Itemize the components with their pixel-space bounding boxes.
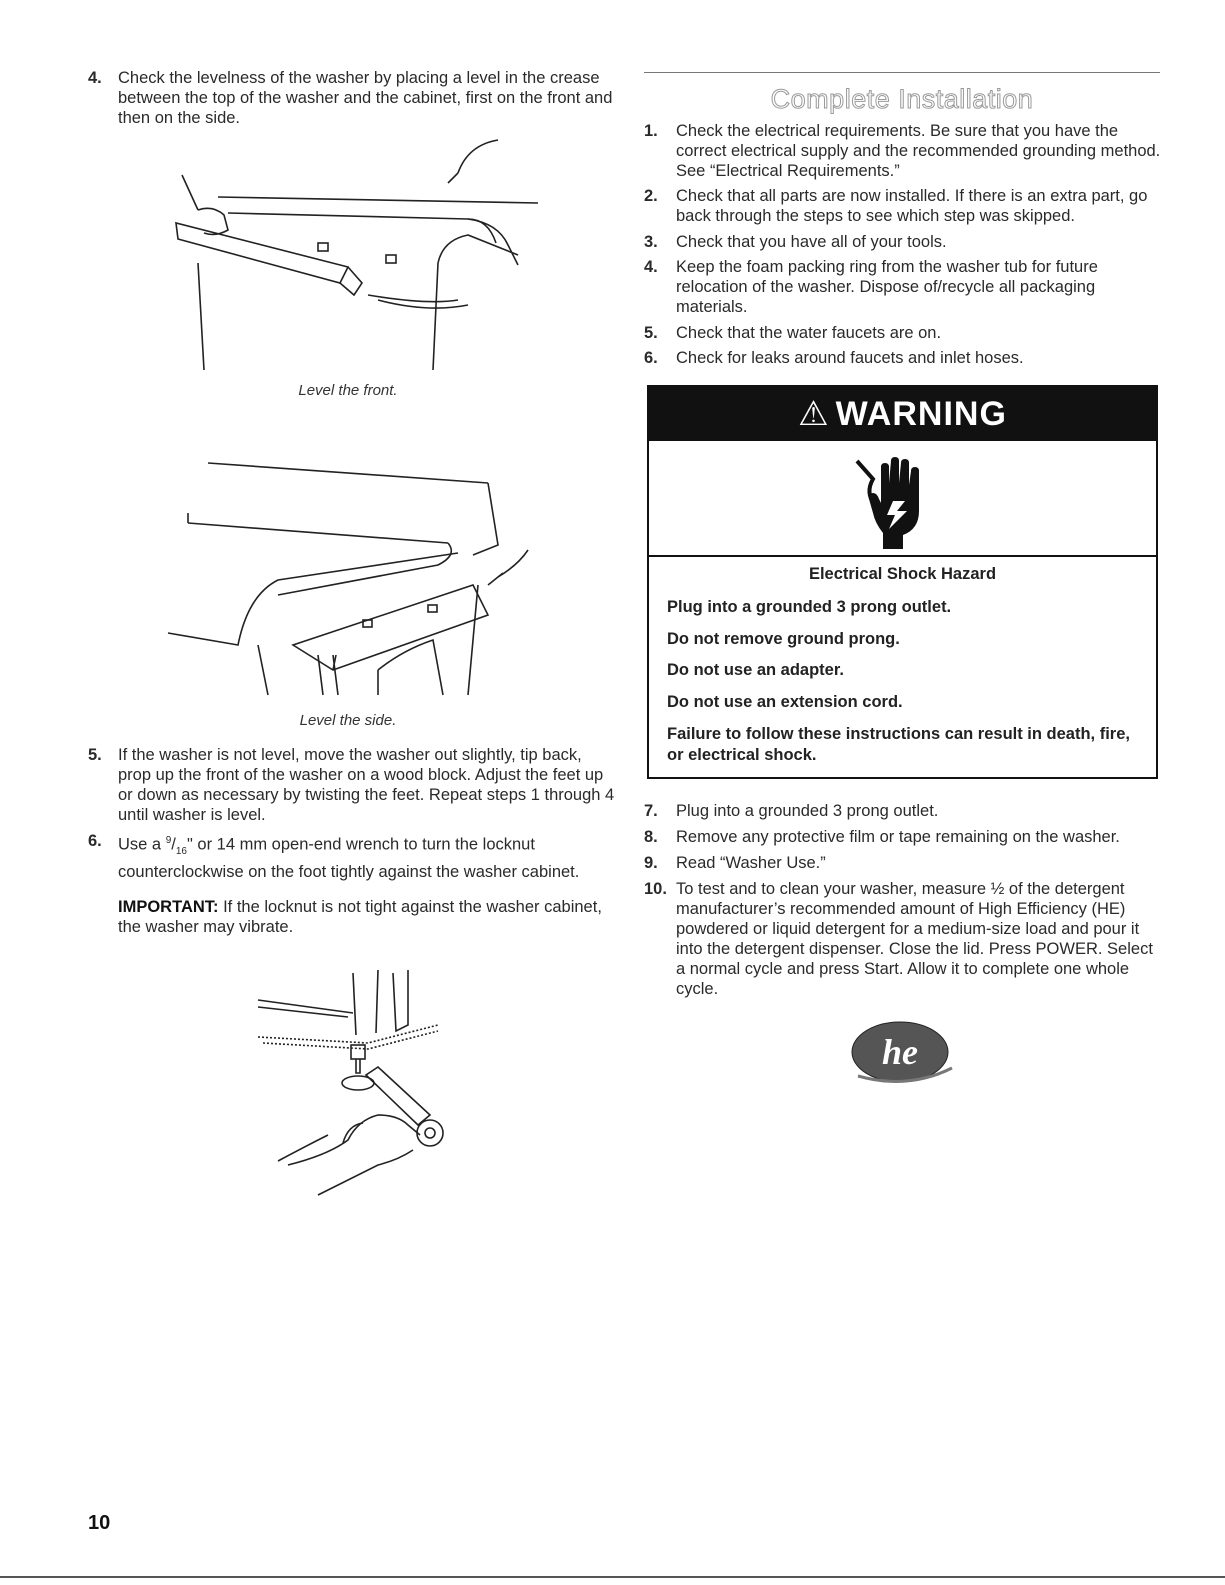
warning-box xyxy=(647,385,1158,779)
svg-text:he: he xyxy=(882,1032,918,1072)
section-divider xyxy=(644,72,1160,73)
important-label: IMPORTANT: xyxy=(118,898,219,916)
warning-heading: WARNING xyxy=(835,395,1007,433)
step-text: If the washer is not level, move the washer out slightly, tip back, prop up the front of the washer on a wood block. Adjust the feet up or down as necessary by twisting the feet. Repeat steps 1 through 4 until washer is level. xyxy=(118,746,615,824)
step-number: 3. xyxy=(644,233,658,251)
warning-line: Do not use an extension cord. xyxy=(667,693,903,711)
caption-level-front: Level the front. xyxy=(298,382,398,399)
step-9 xyxy=(644,853,1164,873)
step-number: 6. xyxy=(88,832,102,850)
bottom-rule xyxy=(0,1576,1225,1578)
electrical-shock-hand-icon xyxy=(843,453,943,549)
step-6 xyxy=(644,348,1164,368)
wrench-locknut-illustration xyxy=(248,965,548,1200)
section-title: Complete Installation xyxy=(770,84,1034,114)
step-number: 4. xyxy=(644,258,658,276)
warning-header xyxy=(649,387,1156,441)
step-text: Check that all parts are now installed. If there is an extra part, go back through the steps to see which step was skipped. xyxy=(676,187,1148,225)
warning-line: Do not use an adapter. xyxy=(667,661,844,679)
step-text: Use a $^9/_{16}$" or 14 mm open-end wrench to turn the locknut counterclockwise on the foot tightly against the washer cabinet. xyxy=(118,835,580,881)
page-number: 10 xyxy=(88,1512,111,1534)
step-4 xyxy=(644,257,1164,317)
level-side-illustration xyxy=(158,455,558,705)
step-number: 6. xyxy=(644,349,658,367)
caption-level-side: Level the side. xyxy=(299,712,397,729)
warning-line: Do not remove ground prong. xyxy=(667,630,900,648)
step-5-adjust-feet xyxy=(88,745,618,825)
he-logo xyxy=(848,1020,958,1090)
step-text: Check for leaks around faucets and inlet hoses. xyxy=(676,349,1024,367)
step-3 xyxy=(644,232,1164,252)
warning-line: Plug into a grounded 3 prong outlet. xyxy=(667,598,952,616)
step-text: Read “Washer Use.” xyxy=(676,854,826,872)
warning-triangle-icon: ⚠ xyxy=(798,395,830,433)
warning-line: Failure to follow these instructions can result in death, fire, or electrical shock. xyxy=(667,725,1130,764)
warning-divider xyxy=(649,555,1156,557)
step-text: Check that you have all of your tools. xyxy=(676,233,947,251)
important-note xyxy=(118,897,618,937)
step-number: 2. xyxy=(644,187,658,205)
step-text: To test and to clean your washer, measure ½ of the detergent manufacturer’s recommended amount of High Efficiency (HE) powdered or liquid detergent for a medium-size load and pour it into the detergent dispenser. Close the lid. Press POWER. Select a normal cycle and press Start. Allow it to complete one whole cycle. xyxy=(676,880,1153,998)
hazard-title: Electrical Shock Hazard xyxy=(808,565,997,583)
step-text: Check the electrical requirements. Be sure that you have the correct electrical supply and the recommended grounding method. See “Electrical Requirements.” xyxy=(676,122,1161,180)
step-text: Check that the water faucets are on. xyxy=(676,324,942,342)
step-10 xyxy=(644,879,1164,999)
step-7 xyxy=(644,801,1164,821)
step-4-level-check xyxy=(88,68,618,128)
step-number: 1. xyxy=(644,122,658,140)
step-text: Keep the foam packing ring from the washer tub for future relocation of the washer. Dispose of/recycle all packaging materials. xyxy=(676,258,1098,316)
step-text: Check the levelness of the washer by placing a level in the crease between the top of the washer and the cabinet, first on the front and then on the side. xyxy=(118,69,613,127)
step-number: 10. xyxy=(644,880,667,898)
step-number: 9. xyxy=(644,854,658,872)
step-1 xyxy=(644,121,1164,181)
step-text: Plug into a grounded 3 prong outlet. xyxy=(676,802,939,820)
step-number: 5. xyxy=(644,324,658,342)
step-6-locknut xyxy=(88,831,618,882)
step-number: 7. xyxy=(644,802,658,820)
important-text: If the locknut is not tight against the washer cabinet, the washer may vibrate. xyxy=(118,898,602,936)
step-number: 8. xyxy=(644,828,658,846)
step-text: Remove any protective film or tape remaining on the washer. xyxy=(676,828,1120,846)
step-number: 5. xyxy=(88,746,102,764)
step-2 xyxy=(644,186,1164,226)
step-number: 4. xyxy=(88,69,102,87)
step-5 xyxy=(644,323,1164,343)
level-front-illustration xyxy=(168,135,538,375)
step-8 xyxy=(644,827,1164,847)
